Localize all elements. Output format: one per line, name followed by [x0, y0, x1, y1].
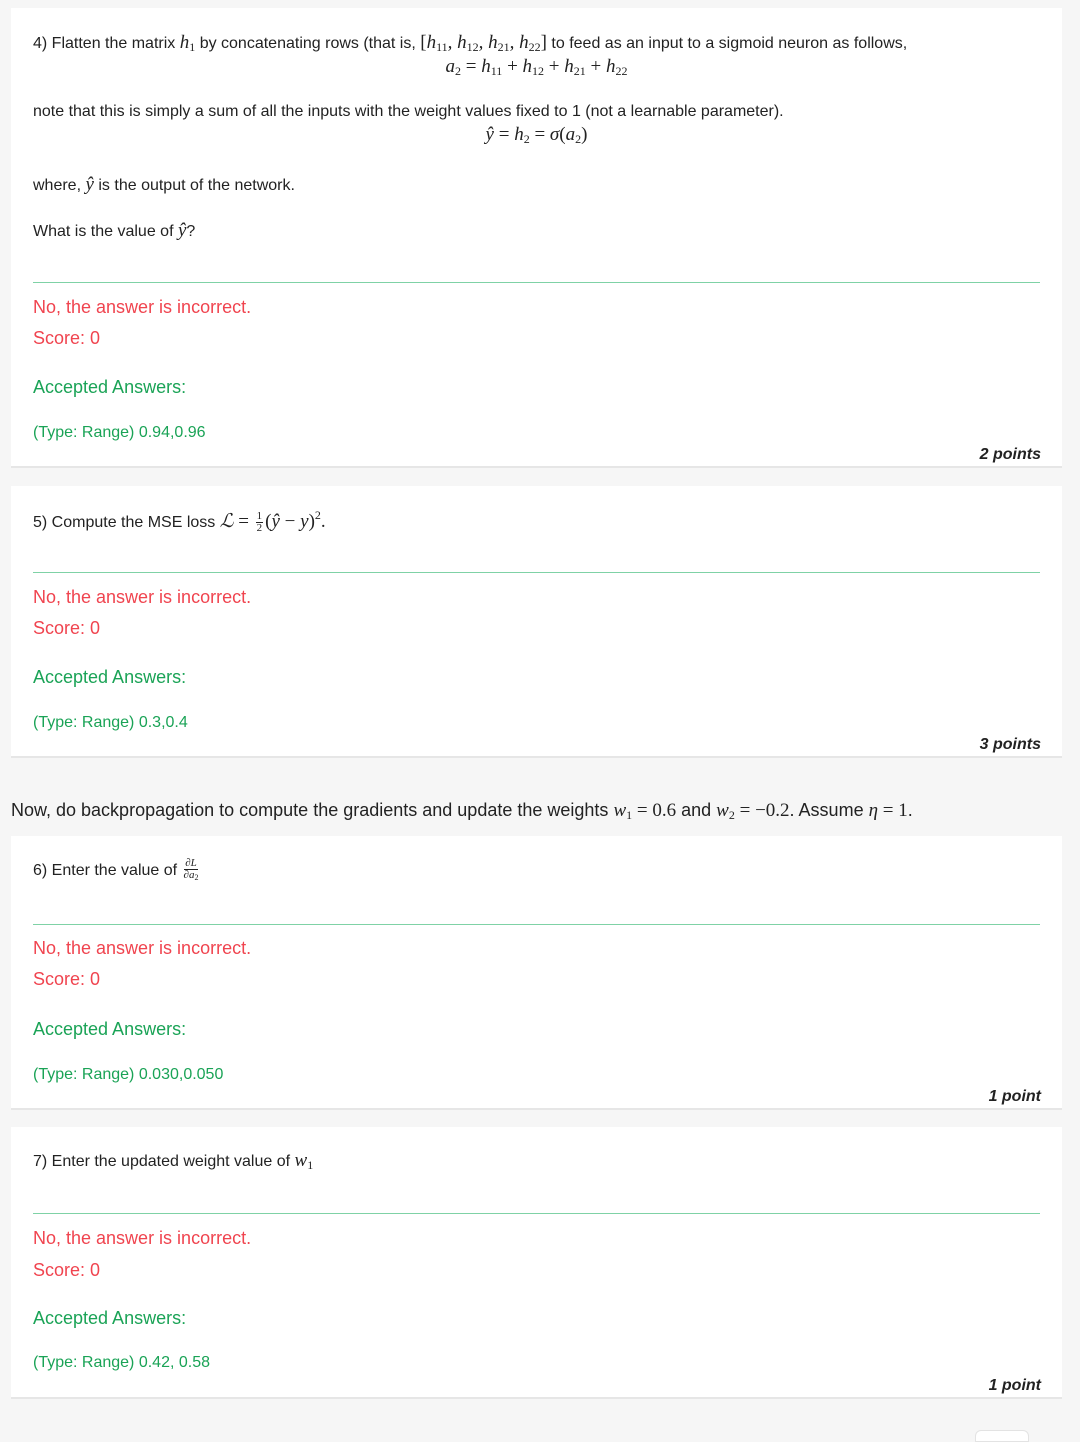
q6-stem — [33, 858, 200, 883]
q4-question-symbol: ŷ — [177, 220, 187, 241]
q4-question — [33, 220, 195, 242]
q7-symbol: $w_1$ — [294, 1150, 314, 1172]
q5-score: Score: 0 — [33, 618, 101, 638]
q4-matrix-letter: h — [179, 32, 190, 53]
q4-note: note that this is simply a sum of all the inputs with the weight values fixed to 1 (not a learnable parameter). — [33, 103, 784, 120]
q5-formula: ℒ = $\frac{1}{2}$ (ŷ − y)$^2$. — [219, 508, 326, 535]
q6-points: 1 point — [988, 1088, 1041, 1105]
q6-feedback: No, the answer is incorrect. — [33, 938, 252, 958]
intro-and: and — [681, 800, 712, 820]
q6-accepted-value: (Type: Range) 0.030,0.050 — [33, 1066, 224, 1083]
intro-period: . — [907, 800, 913, 820]
question-4-stem — [33, 32, 907, 55]
q6-answer-line[interactable] — [33, 924, 1040, 925]
q4-text-mid: by concatenating rows (that is, — [199, 35, 416, 52]
q4-text-before: 4) Flatten the matrix — [33, 35, 176, 52]
intro-w1: $w_1 = 0.6$ — [613, 800, 677, 822]
q4-equation-2: ŷ = $h_2 = \sigma(a_2)$ — [485, 124, 588, 146]
q7-accepted-value: (Type: Range) 0.42, 0.58 — [33, 1354, 210, 1371]
q4-accepted-label: Accepted Answers: — [33, 377, 187, 397]
q7-text-prefix: 7) Enter the updated weight value of — [33, 1153, 291, 1170]
q4-accepted-value: (Type: Range) 0.94,0.96 — [33, 424, 206, 441]
q4-score: Score: 0 — [33, 328, 101, 348]
q6-accepted-label: Accepted Answers: — [33, 1019, 187, 1039]
q4-feedback: No, the answer is incorrect. — [33, 297, 252, 317]
q7-score: Score: 0 — [33, 1260, 101, 1280]
bottom-scroll-tab[interactable] — [975, 1430, 1029, 1442]
q4-question-prefix: What is the value of — [33, 223, 174, 240]
q7-feedback: No, the answer is incorrect. — [33, 1228, 252, 1248]
backprop-intro — [11, 800, 913, 823]
question-card-5 — [11, 486, 1062, 758]
q7-answer-line[interactable] — [33, 1213, 1040, 1214]
q4-vector: [$h_{11}$, $h_{12}$, $h_{21}$, $h_{22}$] — [420, 32, 547, 54]
q5-accepted-value: (Type: Range) 0.3,0.4 — [33, 714, 188, 731]
q4-text-after: to feed as an input to a sigmoid neuron as follows, — [551, 35, 908, 52]
q7-stem — [33, 1150, 313, 1173]
intro-assume: . Assume — [789, 800, 864, 820]
question-card-7 — [11, 1127, 1062, 1399]
q6-frac-den: ∂a2 — [183, 869, 199, 882]
q4-matrix-symbol — [180, 32, 196, 53]
q4-where-symbol: ŷ — [85, 174, 94, 195]
q6-frac-num: ∂L — [185, 857, 197, 869]
question-card-6 — [11, 836, 1062, 1110]
intro-eta: η = 1 — [868, 800, 908, 821]
q6-text-prefix: 6) Enter the value of — [33, 861, 178, 879]
q5-points: 3 points — [979, 736, 1041, 753]
q4-question-suffix: ? — [186, 223, 196, 240]
intro-w2: $w_2 = -0.2$ — [716, 800, 790, 822]
q5-text-prefix: 5) Compute the MSE loss — [33, 514, 216, 531]
q7-accepted-label: Accepted Answers: — [33, 1308, 187, 1328]
question-card-4 — [11, 8, 1062, 468]
q4-points: 2 points — [979, 446, 1041, 463]
q4-equation-1: $a_2 = h_{11} + h_{12} + h_{21} + h_{22}$ — [445, 56, 628, 78]
q7-points: 1 point — [988, 1377, 1041, 1394]
intro-text-prefix: Now, do backpropagation to compute the gradients and update the weights — [11, 800, 609, 820]
q5-stem — [33, 508, 326, 534]
q4-where-suffix: is the output of the network. — [98, 177, 295, 194]
q4-answer-line[interactable] — [33, 282, 1040, 283]
q6-derivative — [182, 859, 201, 880]
q5-feedback: No, the answer is incorrect. — [33, 587, 252, 607]
q6-score: Score: 0 — [33, 969, 101, 989]
q4-where-prefix: where, — [33, 177, 82, 194]
q4-matrix-sub: 1 — [189, 40, 196, 54]
q5-accepted-label: Accepted Answers: — [33, 667, 187, 687]
q4-where — [33, 174, 295, 196]
q5-answer-line[interactable] — [33, 572, 1040, 573]
